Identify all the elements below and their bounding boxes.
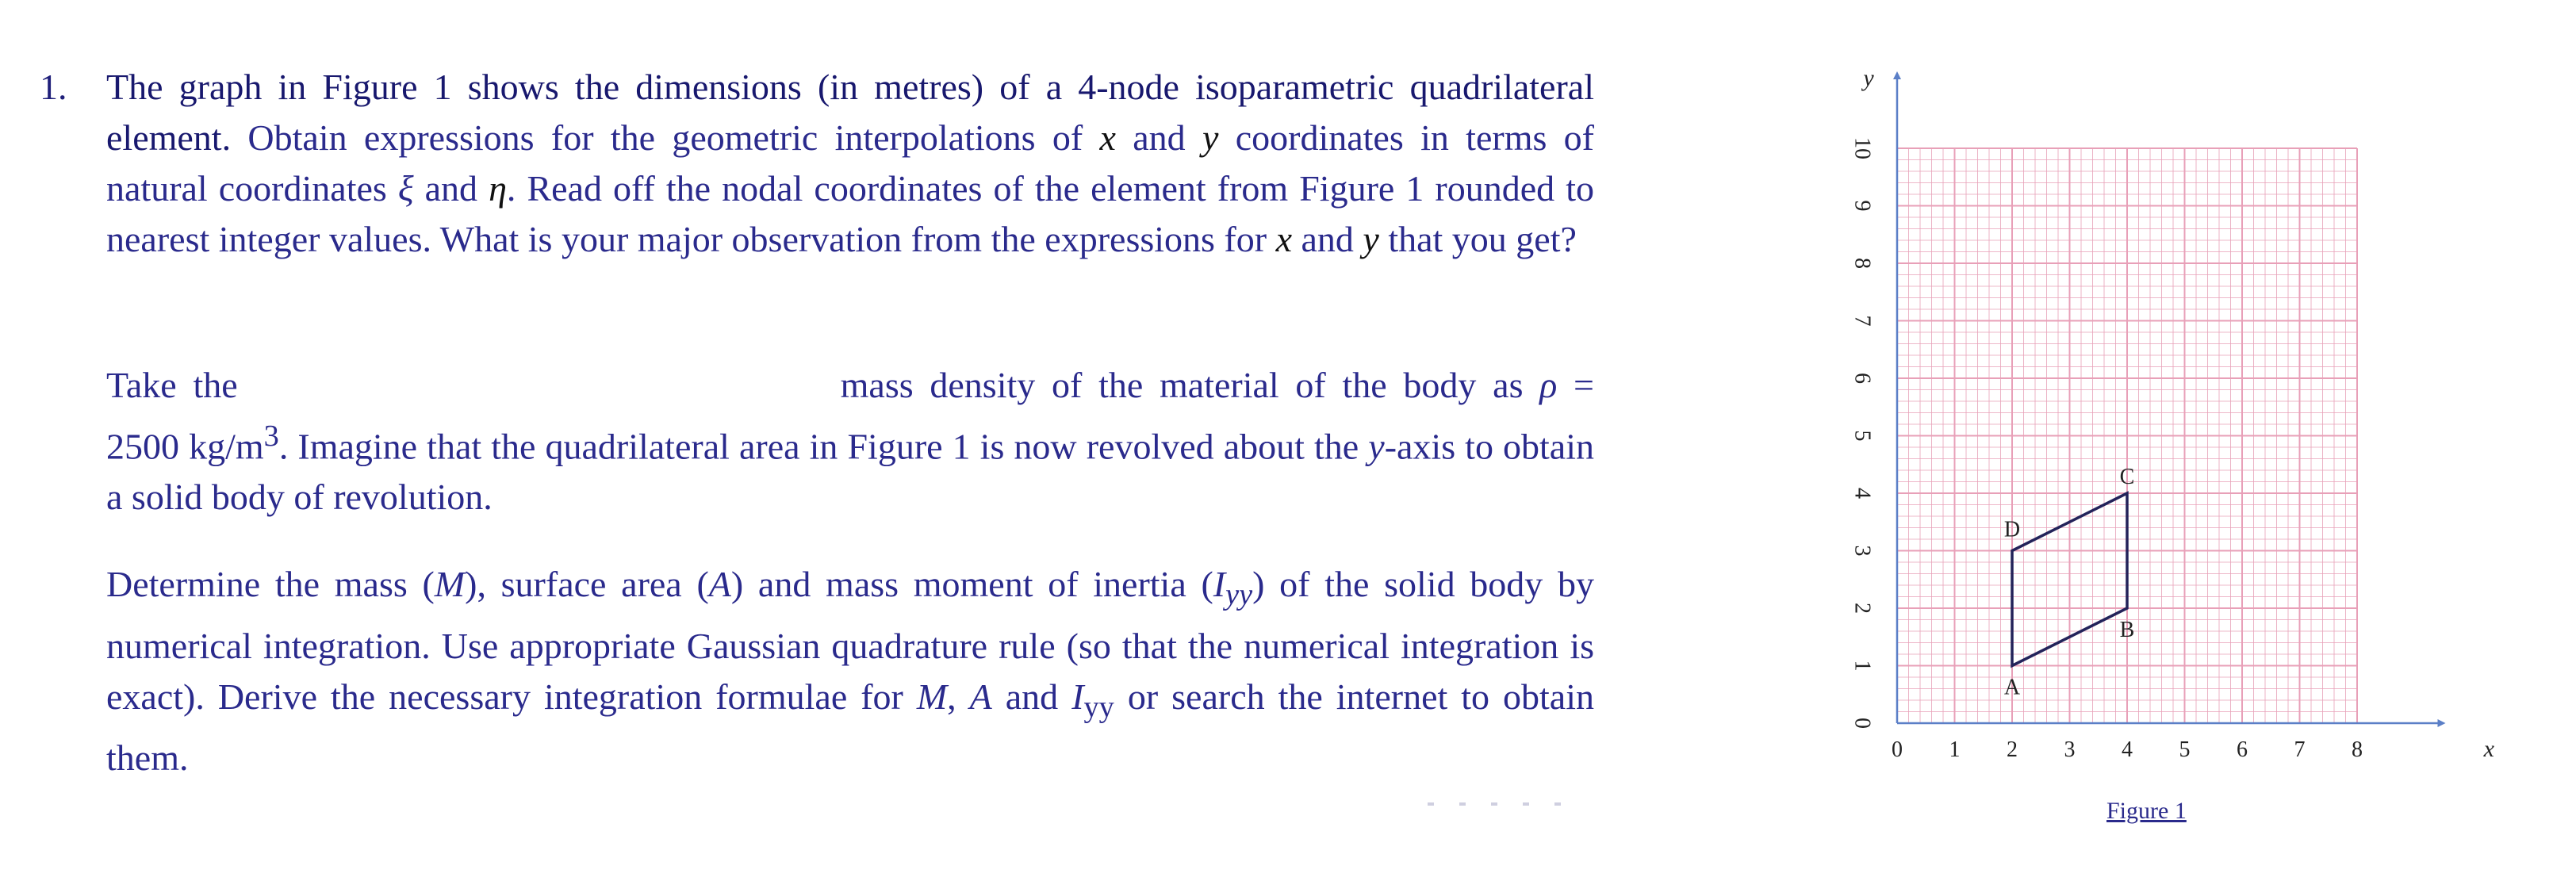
- x-tick-label: 4: [2122, 737, 2133, 762]
- x-tick-label: 5: [2179, 737, 2191, 762]
- x-tick-label: 2: [2007, 737, 2018, 762]
- var-m: M: [916, 676, 948, 717]
- var-y: y: [1363, 219, 1379, 259]
- text-run: and: [1115, 117, 1202, 158]
- x-tick-label: 6: [2237, 737, 2248, 762]
- y-tick-label: 4: [1850, 488, 1875, 499]
- var-a: A: [969, 676, 992, 717]
- y-tick-label: 1: [1850, 660, 1875, 672]
- figure-1-graph: [1808, 56, 2494, 856]
- y-tick-label: 10: [1850, 137, 1875, 159]
- paragraph-material-density: [106, 360, 1594, 523]
- y-tick-label: 0: [1850, 718, 1875, 729]
- var-y: y: [1368, 426, 1385, 467]
- paragraph-task: [106, 559, 1594, 783]
- x-tick-label: 1: [1949, 737, 1961, 762]
- paragraph-element-description: [106, 62, 1594, 265]
- text-run: and: [413, 168, 489, 209]
- y-axis-arrow-icon: [1893, 71, 1901, 79]
- text-run: mass density of the material of the body as: [840, 365, 1540, 405]
- text-run: Obtain expressions for the geometric interpolations of: [231, 117, 1100, 158]
- tick-labels: [1850, 65, 2495, 762]
- var-x: x: [1099, 117, 1116, 158]
- node-label-b: B: [2119, 618, 2135, 642]
- var-xi: ξ: [397, 168, 414, 209]
- y-tick-label: 8: [1850, 258, 1875, 269]
- y-tick-label: 7: [1850, 315, 1875, 327]
- x-axis-arrow-icon: [2438, 719, 2446, 727]
- text-run: and: [1291, 219, 1363, 259]
- var-i: I: [1071, 676, 1084, 717]
- var-rho: ρ: [1539, 365, 1558, 405]
- text-run: and: [991, 676, 1072, 717]
- text-run: = 2500 kg/m: [106, 365, 1594, 467]
- var-eta: η: [489, 168, 507, 209]
- x-tick-label: 7: [2294, 737, 2306, 762]
- x-tick-label: 8: [2352, 737, 2363, 762]
- y-tick-label: 3: [1850, 545, 1875, 557]
- var-i: I: [1213, 564, 1226, 605]
- node-label-c: C: [2119, 465, 2135, 489]
- node-label-d: D: [2003, 517, 2021, 542]
- figure-caption: Figure 1: [2106, 798, 2187, 824]
- text-run: -axis to obtain a solid body of revolution.: [106, 426, 1594, 518]
- text-run: ,: [947, 676, 970, 717]
- text-run: ), surface area (: [465, 564, 709, 605]
- y-axis-label: y: [1863, 65, 1874, 91]
- sentence-figure-intro: The graph in Figure 1 shows the dimensions (in metres) of a 4-node isoparametric quadrilateral element.: [106, 67, 1594, 158]
- var-m: M: [434, 564, 466, 605]
- text-run: . Read off the nodal coordinates of the element from Figure 1 rounded to nearest integer values. What is your major observation from the expressions for: [106, 168, 1595, 259]
- y-tick-label: 9: [1850, 200, 1875, 212]
- x-tick-label: 0: [1892, 737, 1903, 762]
- y-tick-label: 2: [1850, 603, 1875, 614]
- var-x: x: [1275, 219, 1292, 259]
- superscript: 3: [263, 419, 279, 453]
- text-run: that you get?: [1378, 219, 1577, 259]
- text-run: ) of the solid body by numerical integration. Use appropriate Gaussian quadrature rule (so that the numerical integration is exact). Derive the necessary integration formulae for: [106, 564, 1595, 717]
- axes: [1893, 71, 2446, 727]
- x-tick-label: 3: [2064, 737, 2076, 762]
- text-run: Determine the mass (: [106, 564, 435, 605]
- text-run: or search the internet to obtain them.: [106, 676, 1595, 778]
- node-label-a: A: [2003, 675, 2021, 700]
- text-run: coordinates in terms of natural coordinates: [106, 117, 1595, 209]
- text-run: ) and mass moment of inertia (: [730, 564, 1213, 605]
- subscript: yy: [1083, 690, 1114, 724]
- question-number: 1.: [40, 67, 67, 107]
- x-axis-label: x: [2483, 736, 2494, 762]
- var-a: A: [708, 564, 731, 605]
- y-tick-label: 6: [1850, 373, 1875, 384]
- faint-marks: [1428, 802, 1586, 806]
- var-y: y: [1202, 117, 1219, 158]
- y-tick-label: 5: [1850, 430, 1875, 442]
- question-block: [40, 62, 1594, 820]
- text-run: . Imagine that the quadrilateral area in Figure 1 is now revolved about the: [278, 426, 1369, 467]
- subscript: yy: [1225, 578, 1253, 612]
- text-run: Take the: [106, 365, 238, 405]
